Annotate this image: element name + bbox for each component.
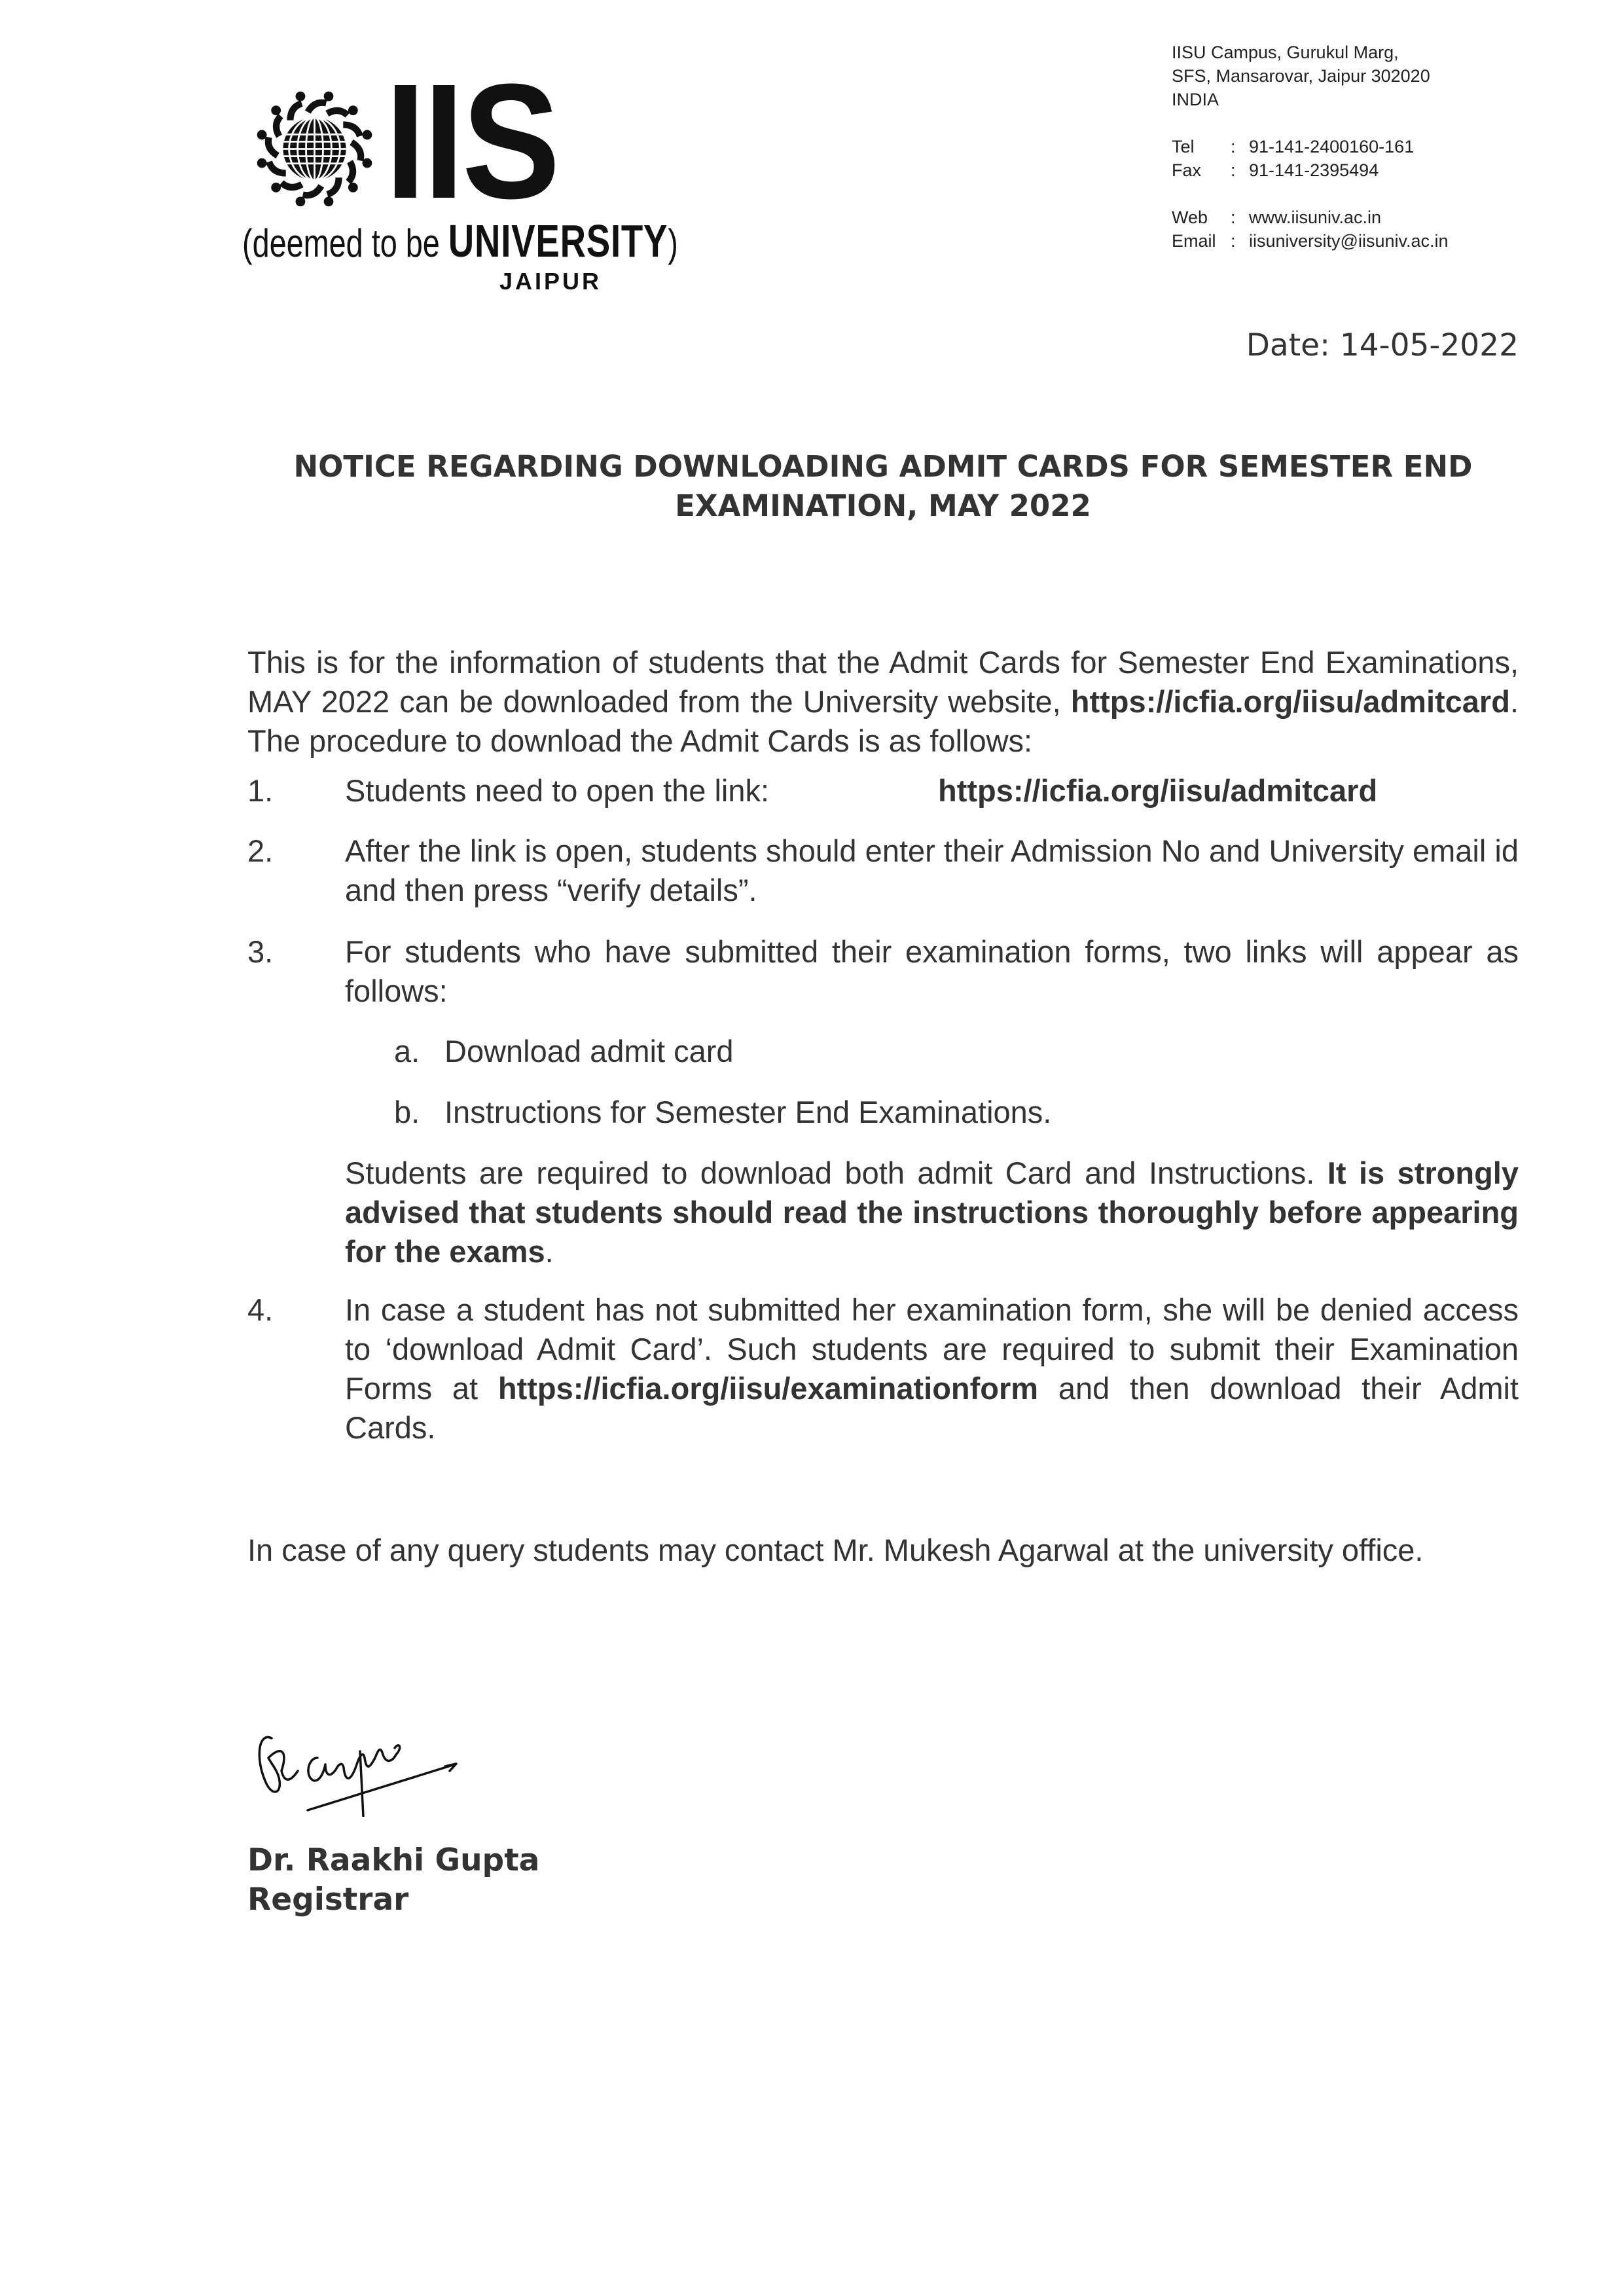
sub-item-text: Instructions for Semester End Examinations. [444,1095,1052,1129]
contact-value: iisuniversity@iisuniv.ac.in [1249,231,1449,251]
sub-item-letter: b. [394,1095,420,1129]
contact-fax [1172,158,1449,182]
emblem-figure-body [276,116,281,136]
emblem-figure-body [290,103,302,120]
emblem-figure-body [308,103,326,112]
contact-separator: : [1231,137,1236,156]
closing-line: In case of any query students may contact Mr. Mukesh Agarwal at the university office. [247,1533,1424,1567]
admit-card-link: https://icfia.org/iisu/admitcard [1070,684,1510,719]
contact-label: Web [1172,208,1208,227]
contact-label: Tel [1172,137,1195,156]
emblem-figure-head [324,92,334,101]
admit-card-link: https://icfia.org/iisu/admitcard [938,773,1378,808]
sub-item-a [247,1032,1519,1071]
contact-separator: : [1231,231,1236,251]
emblem-figure-head [296,196,306,206]
contact-label: Fax [1172,160,1202,180]
emblem-figure-head [257,130,267,140]
notice-title-line-2: EXAMINATION, MAY 2022 [675,488,1091,523]
sub-item-b [247,1093,1519,1132]
emblem-figure-body [327,111,348,115]
contact-label: Email [1172,231,1216,251]
logo-city: JAIPUR [499,268,602,295]
contact-tel [1172,135,1449,158]
intro-text-end: . The procedure to download the Admit Cards is as follows: [247,684,1519,758]
emblem-figure-body [348,162,353,182]
notice-title-line-1: NOTICE REGARDING DOWNLOADING ADMIT CARDS FOR SEMESTER END [293,449,1473,484]
globe-people-emblem-icon [254,88,375,210]
list-number: 2. [247,833,274,868]
note-end: . [545,1234,554,1269]
contact-web [1172,206,1449,229]
contact-value: www.iisuniv.ac.in [1249,208,1382,227]
list-text: After the link is open, students should enter their Admission No and University email id and then press “verify details”. [345,833,1519,907]
emblem-figure-head [271,183,281,192]
university-logo [242,50,678,295]
list-item-1 [247,771,1519,811]
emblem-figure-head [324,196,334,206]
emblem-figure-body [281,183,302,187]
notice-title [247,447,1519,526]
address-block [1172,41,1449,253]
intro-text: This is for the information of students that the Admit Cards for Semester End Examinations, MAY 2022 can be downloaded from the University website, [247,645,1519,719]
intro-paragraph [247,643,1519,761]
emblem-figure-body [268,137,278,156]
logo-tagline [242,217,678,264]
emblem-figure-body [327,177,339,194]
note-text: Students are required to download both admit Card and Instructions. [345,1156,1327,1190]
sub-item-text: Download admit card [444,1034,734,1068]
emblem-figure-head [296,92,306,101]
logo-paren: ) [668,221,678,265]
list-item-4 [247,1290,1519,1448]
list-text: For students who have submitted their examination forms, two links will appear as follows: [345,934,1519,1008]
list-item-2 [247,831,1519,910]
address-line-3: INDIA [1172,90,1219,109]
emblem-figure-head [348,105,358,115]
note-emphasis: It is strongly advised that students should read the instructions thoroughly before appearing for the exams [345,1156,1519,1269]
emblem-figure-head [271,105,281,115]
examination-form-link: https://icfia.org/iisu/examinationform [497,1371,1039,1406]
emblem-figure-head [257,158,267,168]
emblem-figure-head [362,130,372,140]
list-number: 3. [247,934,274,969]
list-text-end: and then download their Admit Cards. [345,1371,1519,1445]
handwritten-signature-icon [252,1719,475,1817]
signer-name: Dr. Raakhi Gupta [247,1842,540,1878]
list-number: 4. [247,1292,274,1327]
emblem-figure-body [352,142,361,160]
notice-body [247,447,1519,1570]
list-number: 1. [247,773,274,808]
contact-separator: : [1231,208,1236,227]
list-item-3 [247,932,1519,1011]
sub-item-letter: a. [394,1034,420,1068]
emblem-figure-head [348,183,358,192]
contact-value: 91-141-2400160-161 [1249,137,1415,156]
address-line-1: IISU Campus, Gurukul Marg, [1172,43,1399,62]
contact-value: 91-141-2395494 [1249,160,1379,180]
logo-wordmark: IIS [385,50,558,232]
contact-email [1172,229,1449,253]
emblem-figure-body [303,186,321,195]
list-text-start: In case a student has not submitted her examination form, she will be denied access to ‘download Admit Card’. Such students are required to submit their Examination Forms at [345,1292,1519,1406]
signer-role: Registrar [247,1882,409,1918]
address-line-2: SFS, Mansarovar, Jaipur 302020 [1172,66,1430,86]
instructions-note [247,1154,1519,1271]
contact-separator: : [1231,160,1236,180]
logo-deemed-text: (deemed to be [242,221,448,265]
list-text: Students need to open the link: [345,773,770,808]
logo-university-text: UNIVERSITY [448,215,668,266]
notice-date: Date: 14-05-2022 [1246,327,1519,363]
